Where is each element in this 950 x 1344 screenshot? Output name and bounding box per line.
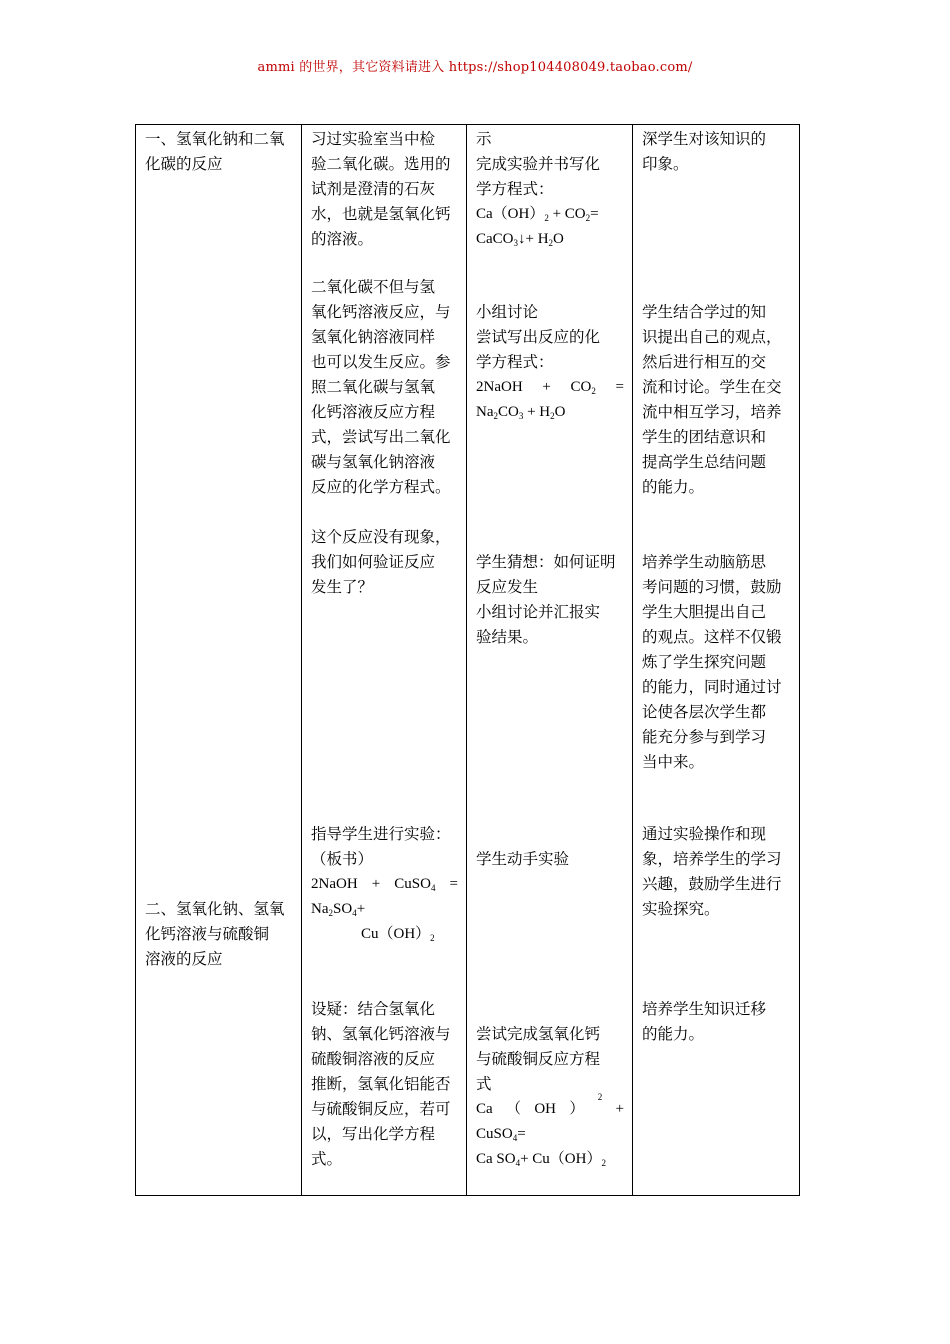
- student-block-5: 尝试完成氢氧化钙 与硫酸铜反应方程 式 Ca （ OH ） 2 + CuSO$_4$= Ca $SO_4+ Cu(OH)_2$: [476, 1025, 624, 1168]
- topic-1: 一、氢氧化钠和二氧 化碳的反应: [145, 130, 285, 173]
- student-block-1: 示 完成实验并书写化 学方程式： $Ca(OH)_2 + CO_2=$ CaCO$_3$↓+ $H_2O$: [476, 127, 624, 252]
- equation-naoh-cuso4: 2NaOH + CuSO$_4$ =: [311, 876, 458, 893]
- equation-caoh2-cuso4: Ca （ OH ） 2 +: [476, 1092, 624, 1117]
- teacher-block-5: 设疑：结合氢氧化 钠、氢氧化钙溶液与 硫酸铜溶液的反应 推断，氢氧化铝能否 与硫酸铜反应，若可 以，写出化学方程 式。: [311, 1000, 451, 1168]
- header-banner: ammi 的世界，其它资料请进入 https://shop104408049.taobao.com/: [257, 60, 693, 75]
- intent-block-2: 学生结合学过的知 识提出自己的观点， 然后进行相互的交 流和讨论。学生在交 流中相互学习，培养 学生的团结意识和 提高学生总结问题 的能力。: [642, 303, 782, 496]
- teacher-block-3: 这个反应没有现象， 我们如何验证反应 发生了？: [311, 528, 451, 596]
- intent-block-5: 培养学生知识迁移 的能力。: [642, 1000, 767, 1043]
- teacher-block-2: 二氧化碳不但与氢 氧化钙溶液反应，与 氢氧化钠溶液同样 也可以发生反应。参 照二氧化碳与氢氧 化钙溶液反应方程 式，尝试写出二氧化 碳与氢氧化钠溶液 反应的化学方程式。: [311, 278, 451, 496]
- teacher-block-1: 习过实验室当中检 验二氧化碳。选用的 试剂是澄清的石灰 水，也就是氢氧化钙 的溶液。: [311, 130, 451, 248]
- design-intent-column: [633, 125, 800, 1196]
- student-block-3: 学生猜想：如何证明 反应发生 小组讨论并汇报实 验结果。: [476, 553, 616, 646]
- teacher-block-4: 指导学生进行实验： （板书） 2NaOH + CuSO$_4$ = $Na_2SO_4+$ $Cu(OH)_2$: [311, 825, 458, 943]
- table-row: [136, 125, 800, 1196]
- topic-column: [136, 125, 302, 1196]
- student-block-4: 学生动手实验: [476, 850, 570, 868]
- student-block-2: 小组讨论 尝试写出反应的化 学方程式： 2NaOH + $CO_2$ = $Na_2CO_3 + H_2O$: [476, 303, 624, 421]
- equation-naoh-co2: 2NaOH + $CO_2$ =: [476, 379, 624, 396]
- intent-block-4: 通过实验操作和现 象，培养学生的学习 兴趣，鼓励学生进行 实验探究。: [642, 825, 782, 918]
- lesson-table: [135, 124, 800, 1196]
- intent-block-1: 深学生对该知识的 印象。: [642, 130, 767, 173]
- intent-block-3: 培养学生动脑筋思 考问题的习惯，鼓励 学生大胆提出自己 的观点。这样不仅锻 炼了学生探究问题 的能力，同时通过讨 论使各层次学生都 能充分参与到学习 当中来。: [642, 553, 782, 771]
- topic-2: 二、氢氧化钠、氢氧 化钙溶液与硫酸铜 溶液的反应: [145, 900, 285, 968]
- student-activity-column: [467, 125, 633, 1196]
- teacher-activity-column: [302, 125, 467, 1196]
- equation-caoh2-co2: $Ca(OH)_2 + CO_2=$: [476, 206, 599, 223]
